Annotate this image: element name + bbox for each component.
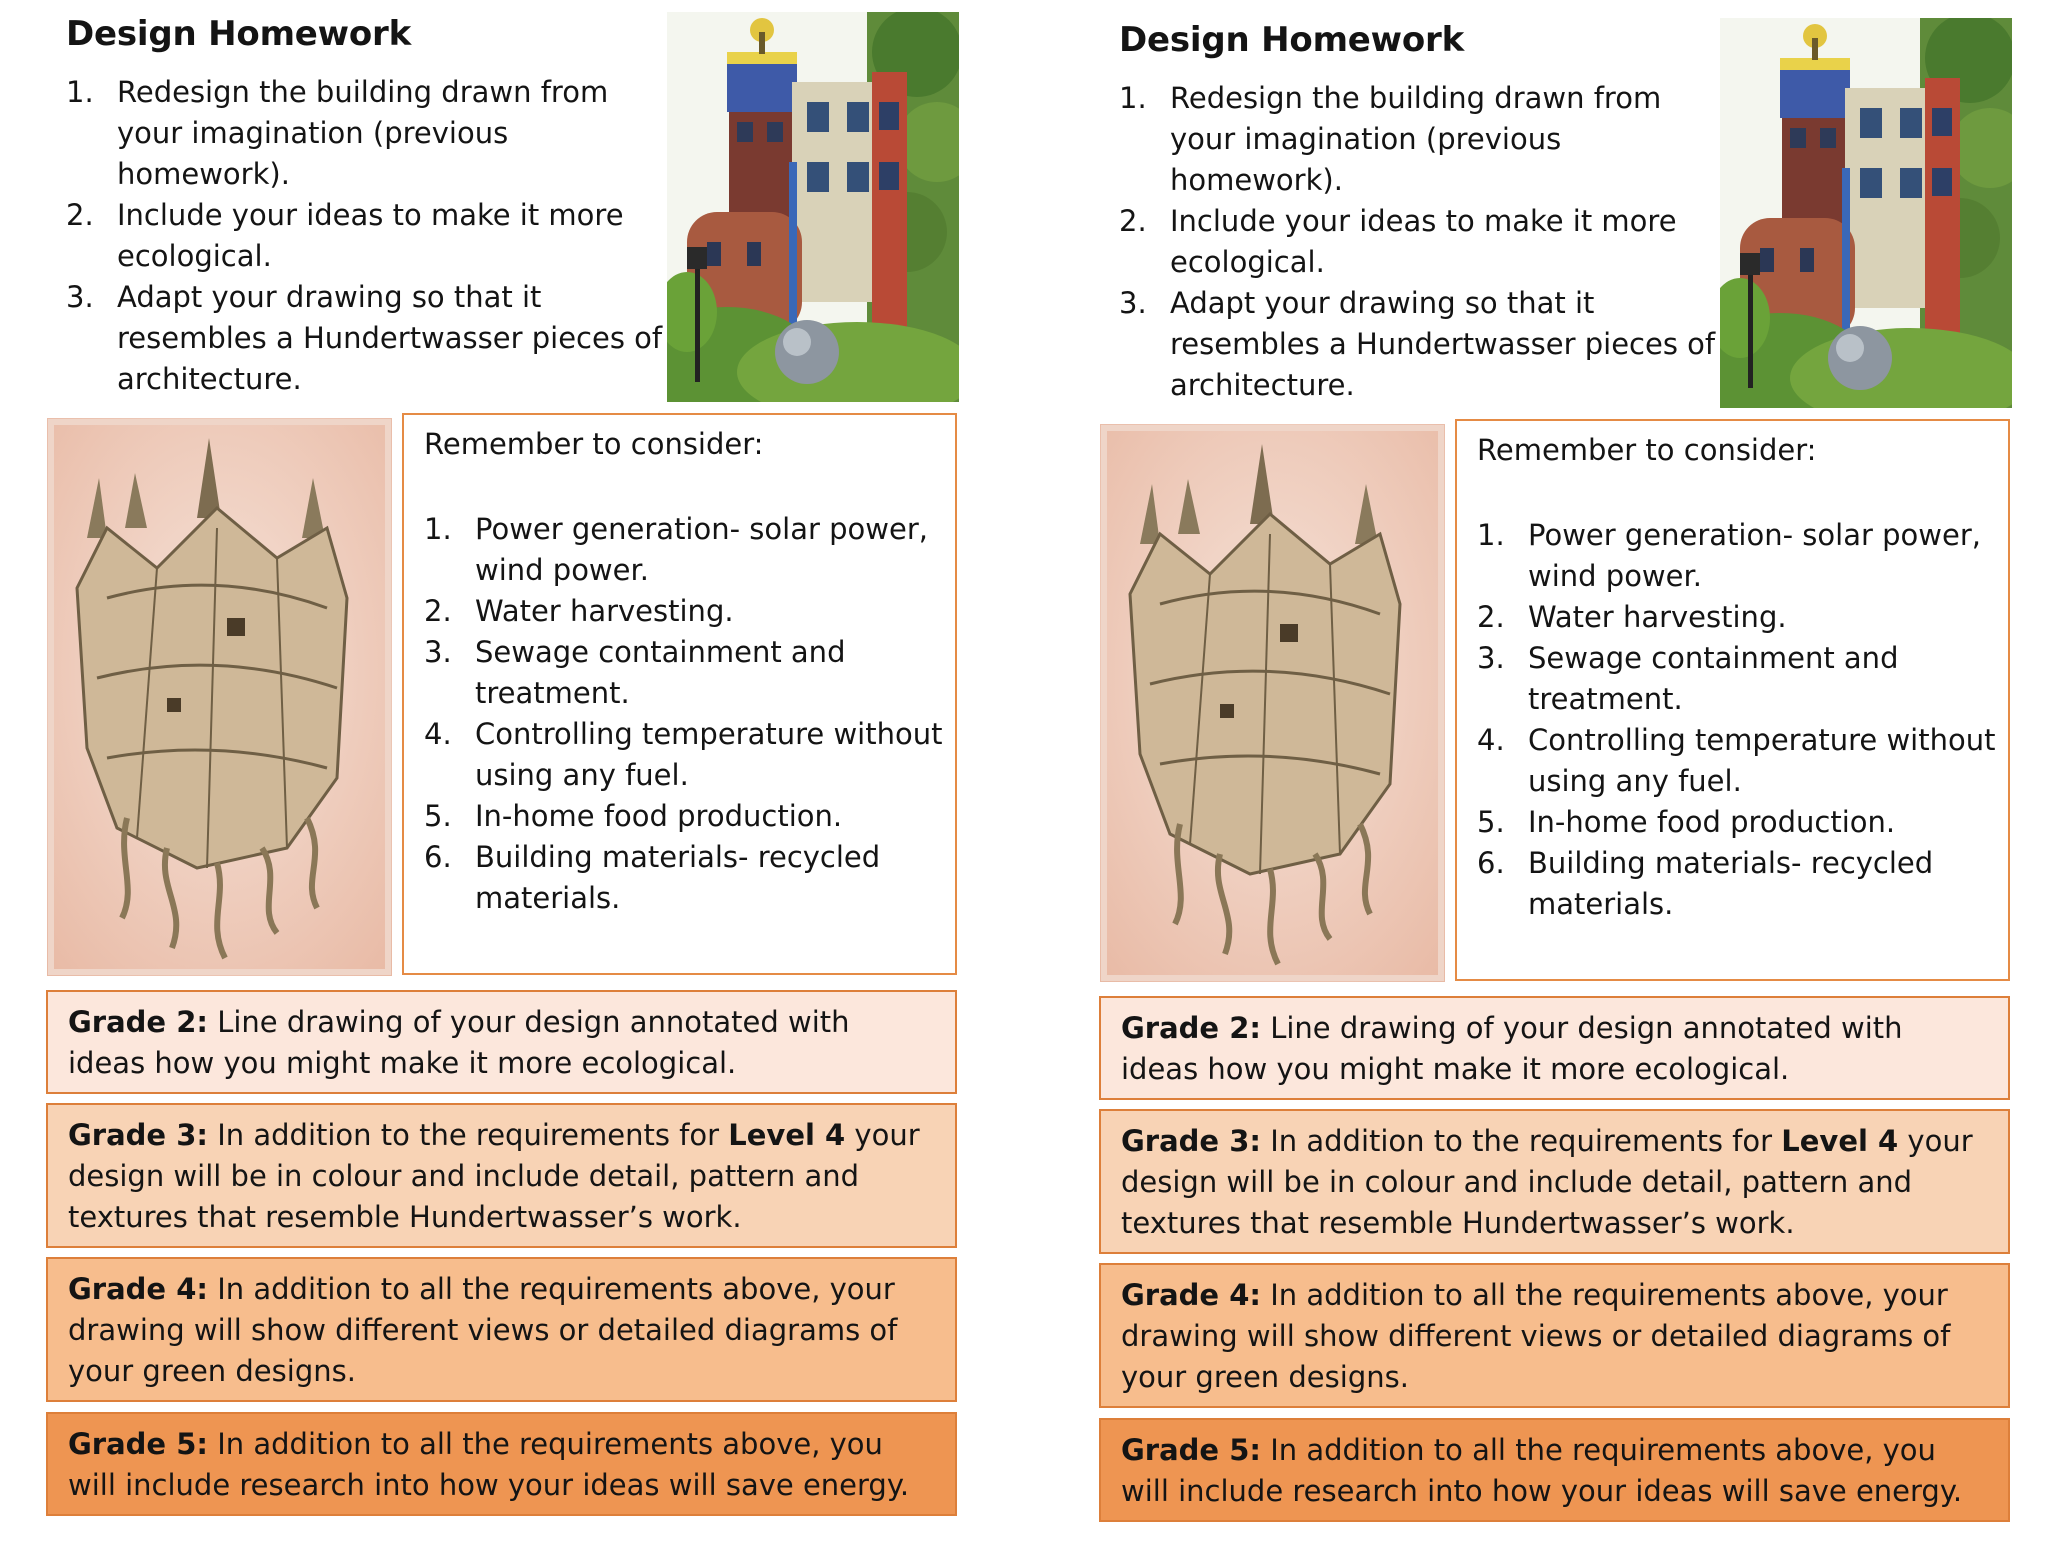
homework-sheet-right [1097, 6, 2048, 1542]
item-number: 1. [66, 75, 94, 109]
grade-3-box [1099, 1109, 2010, 1254]
item-number: 4. [1477, 723, 1505, 757]
level-emphasis: Level 4 [1781, 1124, 1899, 1158]
item-text: Power generation- solar power, wind power. [475, 512, 928, 587]
hundertwasser-building-photo [1720, 18, 2012, 408]
item-number: 1. [1477, 518, 1505, 552]
grade-label: Grade 2: [68, 1005, 208, 1039]
item-text: Redesign the building drawn from your imagination (previous homework). [117, 75, 609, 191]
item-text: Controlling temperature without using any fuel. [1528, 723, 1996, 798]
item-number: 3. [66, 280, 94, 314]
list-item [66, 195, 676, 277]
consider-box [402, 413, 957, 975]
grade-label: Grade 3: [1121, 1124, 1261, 1158]
list-item [66, 72, 676, 195]
list-item [1477, 843, 1997, 925]
item-number: 3. [1477, 641, 1505, 675]
grade-5-box [46, 1412, 957, 1516]
page-title: Design Homework [66, 14, 412, 54]
item-text: Sewage containment and treatment. [1528, 641, 1899, 716]
item-text: Sewage containment and treatment. [475, 635, 846, 710]
list-item [1119, 283, 1729, 406]
homework-sheet-left [44, 0, 1004, 1536]
grade-4-box [1099, 1263, 2010, 1408]
consider-list [424, 509, 944, 919]
list-item [1477, 638, 1997, 720]
item-number: 5. [424, 799, 452, 833]
hundertwasser-building-photo [667, 12, 959, 402]
list-item [1119, 78, 1729, 201]
grade-2-box [1099, 996, 2010, 1100]
list-item [424, 591, 944, 632]
consider-heading: Remember to consider: [424, 427, 764, 461]
grade-text: In addition to the requirements for [1260, 1124, 1782, 1158]
item-number: 3. [1119, 286, 1147, 320]
grade-label: Grade 2: [1121, 1011, 1261, 1045]
consider-list [1477, 515, 1997, 925]
list-item [1477, 515, 1997, 597]
fantasy-building-sketch [47, 418, 392, 976]
item-text: In-home food production. [1528, 805, 1896, 839]
fantasy-building-sketch [1100, 424, 1445, 982]
grade-text: your design will be in colour and include detail, pattern and textures that resemble Hundertwasser’s work. [68, 1118, 920, 1234]
consider-box [1455, 419, 2010, 981]
list-item [1477, 802, 1997, 843]
grade-text: In addition to all the requirements above, your drawing will show different views or detailed diagrams of your green designs. [68, 1272, 898, 1388]
level-emphasis: Level 4 [728, 1118, 846, 1152]
grade-text: Line drawing of your design annotated with ideas how you might make it more ecological. [68, 1005, 850, 1080]
grade-3-box [46, 1103, 957, 1248]
list-item [1119, 201, 1729, 283]
item-text: In-home food production. [475, 799, 843, 833]
list-item [424, 632, 944, 714]
item-number: 1. [1119, 81, 1147, 115]
item-text: Building materials- recycled materials. [1528, 846, 1934, 921]
item-text: Adapt your drawing so that it resembles a Hundertwasser pieces of architecture. [117, 280, 663, 396]
item-number: 6. [424, 840, 452, 874]
item-number: 2. [424, 594, 452, 628]
list-item [1477, 597, 1997, 638]
grade-label: Grade 4: [68, 1272, 208, 1306]
item-number: 5. [1477, 805, 1505, 839]
item-number: 1. [424, 512, 452, 546]
list-item [424, 509, 944, 591]
grade-text: In addition to all the requirements above, your drawing will show different views or detailed diagrams of your green designs. [1121, 1278, 1951, 1394]
item-text: Redesign the building drawn from your imagination (previous homework). [1170, 81, 1662, 197]
grade-text: In addition to all the requirements above, you will include research into how your ideas will save energy. [68, 1427, 910, 1502]
item-number: 4. [424, 717, 452, 751]
item-number: 2. [1477, 600, 1505, 634]
item-number: 6. [1477, 846, 1505, 880]
grade-text: Line drawing of your design annotated with ideas how you might make it more ecological. [1121, 1011, 1903, 1086]
grade-5-box [1099, 1418, 2010, 1522]
item-number: 3. [424, 635, 452, 669]
item-text: Water harvesting. [475, 594, 734, 628]
grade-label: Grade 4: [1121, 1278, 1261, 1312]
item-text: Adapt your drawing so that it resembles a Hundertwasser pieces of architecture. [1170, 286, 1716, 402]
grade-label: Grade 5: [68, 1427, 208, 1461]
item-number: 2. [66, 198, 94, 232]
list-item [424, 796, 944, 837]
list-item [424, 714, 944, 796]
item-text: Include your ideas to make it more ecological. [117, 198, 624, 273]
list-item [66, 277, 676, 400]
page-title: Design Homework [1119, 20, 1465, 60]
item-text: Building materials- recycled materials. [475, 840, 881, 915]
item-text: Controlling temperature without using any fuel. [475, 717, 943, 792]
grade-text: In addition to all the requirements above, you will include research into how your ideas will save energy. [1121, 1433, 1963, 1508]
item-text: Power generation- solar power, wind power. [1528, 518, 1981, 593]
steps-list [1119, 78, 1729, 406]
consider-heading: Remember to consider: [1477, 433, 1817, 467]
steps-list [66, 72, 676, 400]
item-number: 2. [1119, 204, 1147, 238]
list-item [424, 837, 944, 919]
grade-label: Grade 3: [68, 1118, 208, 1152]
grade-2-box [46, 990, 957, 1094]
item-text: Water harvesting. [1528, 600, 1787, 634]
grade-4-box [46, 1257, 957, 1402]
grade-text: your design will be in colour and include detail, pattern and textures that resemble Hundertwasser’s work. [1121, 1124, 1973, 1240]
list-item [1477, 720, 1997, 802]
grade-label: Grade 5: [1121, 1433, 1261, 1467]
item-text: Include your ideas to make it more ecological. [1170, 204, 1677, 279]
grade-text: In addition to the requirements for [207, 1118, 729, 1152]
